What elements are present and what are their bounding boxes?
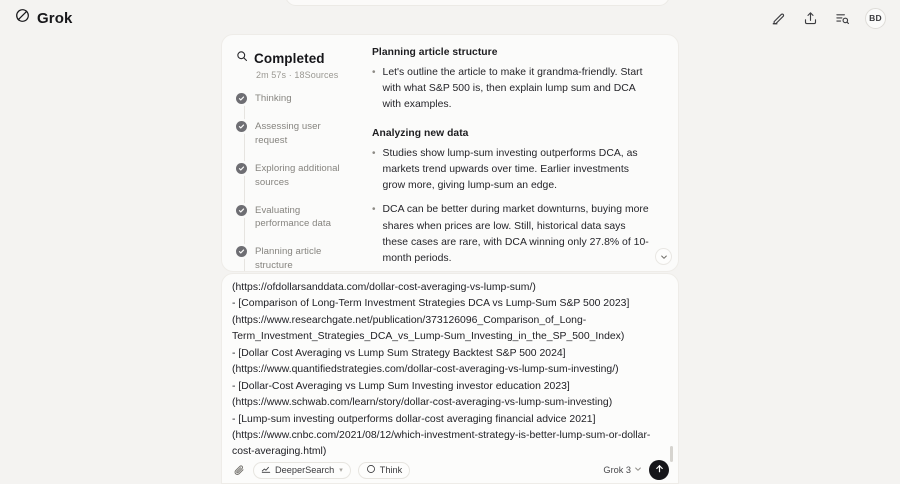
step-label: Evaluating performance data <box>255 204 331 230</box>
composer-line: (https://www.cnbc.com/2021/08/12/which-investment-strategy-is-better-lump-sum-or-dollar-cost-averaging.html) <box>232 429 651 458</box>
step-label: Planning article structure <box>255 246 322 272</box>
grok-logo-icon <box>14 7 31 29</box>
step-item[interactable] <box>236 120 354 148</box>
attach-icon[interactable] <box>231 463 246 478</box>
model-label: Grok 3 <box>603 465 631 475</box>
check-icon <box>236 93 247 104</box>
message-input[interactable] <box>222 274 678 459</box>
status-title: Completed <box>254 50 325 66</box>
step-label: Thinking <box>255 93 292 104</box>
check-icon <box>236 163 247 174</box>
section-heading: Analyzing new data <box>372 127 469 139</box>
steps-column <box>222 35 362 271</box>
search-icon <box>236 49 248 67</box>
composer-line: (https://ofdollarsanddata.com/dollar-cost-averaging-vs-lump-sum/) <box>232 282 536 293</box>
top-bar-actions <box>769 8 886 29</box>
send-button[interactable] <box>649 460 669 480</box>
composer-line: - [Dollar-Cost Averaging vs Lump Sum Investing investor education 2023] <box>232 380 570 392</box>
step-item[interactable] <box>236 92 354 106</box>
step-item[interactable] <box>236 162 354 190</box>
chevron-down-icon <box>660 248 668 266</box>
bullet-text: DCA can be better during market downturns, buying more shares when prices are low. Still, historical data says these cases are rare, with DCA winning only 27.8% of 10-month periods. <box>382 204 649 264</box>
edit-icon[interactable] <box>769 9 787 27</box>
deepersearch-button[interactable] <box>253 462 351 479</box>
composer-line: (https://www.quantifiedstrategies.com/dollar-cost-averaging-vs-lump-sum-investing/) <box>232 364 619 376</box>
status-meta: 2m 57s · 18Sources <box>256 70 339 80</box>
step-label: Assessing user request <box>255 120 321 146</box>
think-icon <box>366 464 376 476</box>
bullet-dot-icon: • <box>372 67 376 78</box>
status-row <box>236 49 354 67</box>
composer-line: - [Lump-sum investing outperforms dollar-cost averaging financial advice 2021] <box>232 413 596 425</box>
check-icon <box>236 121 247 132</box>
brand-name: Grok <box>37 9 73 27</box>
scroll-down-button[interactable] <box>655 248 672 265</box>
thinking-detail-column <box>362 35 678 271</box>
step-item[interactable] <box>236 204 354 232</box>
check-icon <box>236 205 247 216</box>
share-icon[interactable] <box>801 9 819 27</box>
composer-toolbar <box>222 457 678 483</box>
deepersearch-label: DeeperSearch <box>275 465 335 475</box>
composer-line: - [Dollar Cost Averaging vs Lump Sum Strategy Backtest S&P 500 2024] <box>232 347 566 359</box>
step-item[interactable] <box>236 245 354 272</box>
bullet-text: Let's outline the article to make it grandma-friendly. Start with what S&P 500 is, then explain lump sum and DCA with examples. <box>382 67 643 111</box>
think-button[interactable] <box>358 462 410 479</box>
chevron-down-icon <box>634 465 642 475</box>
steps-list <box>236 92 354 272</box>
bullet-item <box>372 202 654 267</box>
deepersearch-icon <box>261 464 271 476</box>
top-bar <box>0 0 900 36</box>
bullet-dot-icon: • <box>372 204 376 216</box>
avatar[interactable]: BD <box>865 8 886 29</box>
model-selector[interactable] <box>603 465 642 475</box>
chevron-down-icon[interactable]: ▾ <box>339 467 343 474</box>
bullet-dot-icon: • <box>372 147 376 159</box>
check-icon <box>236 246 247 257</box>
composer-line: (https://www.schwab.com/learn/story/dollar-cost-averaging-vs-lump-sum-investing) <box>232 397 613 409</box>
composer-line: (https://www.researchgate.net/publication/373126096_Comparison_of_Long-Term_Investment_Strategies_DCA_vs_Lump-Sum_Investing_in_the_SP_500_Index) <box>232 314 625 343</box>
arrow-up-icon <box>654 461 665 479</box>
thinking-card <box>221 34 679 272</box>
step-label: Exploring additional sources <box>255 162 340 188</box>
think-label: Think <box>379 465 403 475</box>
composer-card <box>221 273 679 484</box>
section-heading: Planning article structure <box>372 47 498 58</box>
search-list-icon[interactable] <box>833 9 851 27</box>
composer-line: - [Comparison of Long-Term Investment Strategies DCA vs Lump-Sum S&P 500 2023] <box>232 298 630 310</box>
brand[interactable] <box>14 7 72 29</box>
bullet-item <box>372 65 654 114</box>
bullet-text: Studies show lump-sum investing outperforms DCA, as markets trend upwards over time. Earlier investments grow more, giving lump-sum an edge. <box>382 147 638 192</box>
bullet-item <box>372 146 654 195</box>
